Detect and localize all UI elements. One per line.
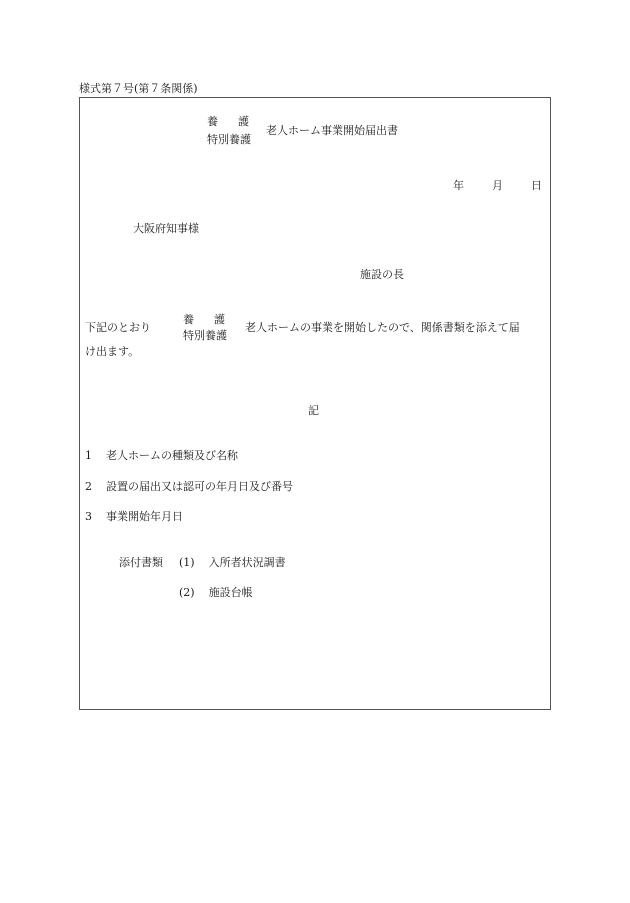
list-item <box>85 481 293 492</box>
attachment-item <box>179 587 253 598</box>
item-number: 1 <box>85 449 92 462</box>
ki-heading: 記 <box>308 404 319 417</box>
list-item <box>85 450 238 461</box>
body-text: 老人ホームの事業を開始したので、関係書類を添えて届 <box>245 321 520 334</box>
date-day: 日 <box>531 179 542 192</box>
title-type-line1 <box>207 116 249 127</box>
body-type-go: 護 <box>214 313 225 326</box>
title-type-yo: 養 <box>207 115 218 128</box>
attachment-number: (1) <box>179 556 195 569</box>
item-text: 設置の届出又は認可の年月日及び番号 <box>106 480 293 493</box>
body-prefix: 下記のとおり <box>85 321 151 334</box>
body-type-line2: 特別養護 <box>183 329 227 342</box>
item-number: 2 <box>85 480 92 493</box>
date-year: 年 <box>453 179 464 192</box>
body-continuation: け出ます。 <box>85 345 140 358</box>
attachments-label: 添付書類 <box>119 556 163 569</box>
attachment-item <box>179 557 286 568</box>
list-item <box>85 511 183 522</box>
body-type-yo: 養 <box>183 313 194 326</box>
addressee: 大阪府知事様 <box>133 222 199 235</box>
date-month: 月 <box>492 179 503 192</box>
attachment-number: (2) <box>179 586 195 599</box>
item-number: 3 <box>85 510 92 523</box>
title-type-go: 護 <box>238 115 249 128</box>
item-text: 老人ホームの種類及び名称 <box>106 449 238 462</box>
form-number-label: 様式第７号(第７条関係) <box>79 82 198 95</box>
attachment-text: 施設台帳 <box>208 586 253 599</box>
title-type-line2: 特別養護 <box>207 133 251 146</box>
document-title: 老人ホーム事業開始届出書 <box>266 124 398 137</box>
body-type-line1 <box>183 314 225 325</box>
item-text: 事業開始年月日 <box>106 510 183 523</box>
date-line <box>453 180 542 191</box>
sender: 施設の長 <box>360 268 404 281</box>
attachment-text: 入所者状況調書 <box>208 556 286 569</box>
